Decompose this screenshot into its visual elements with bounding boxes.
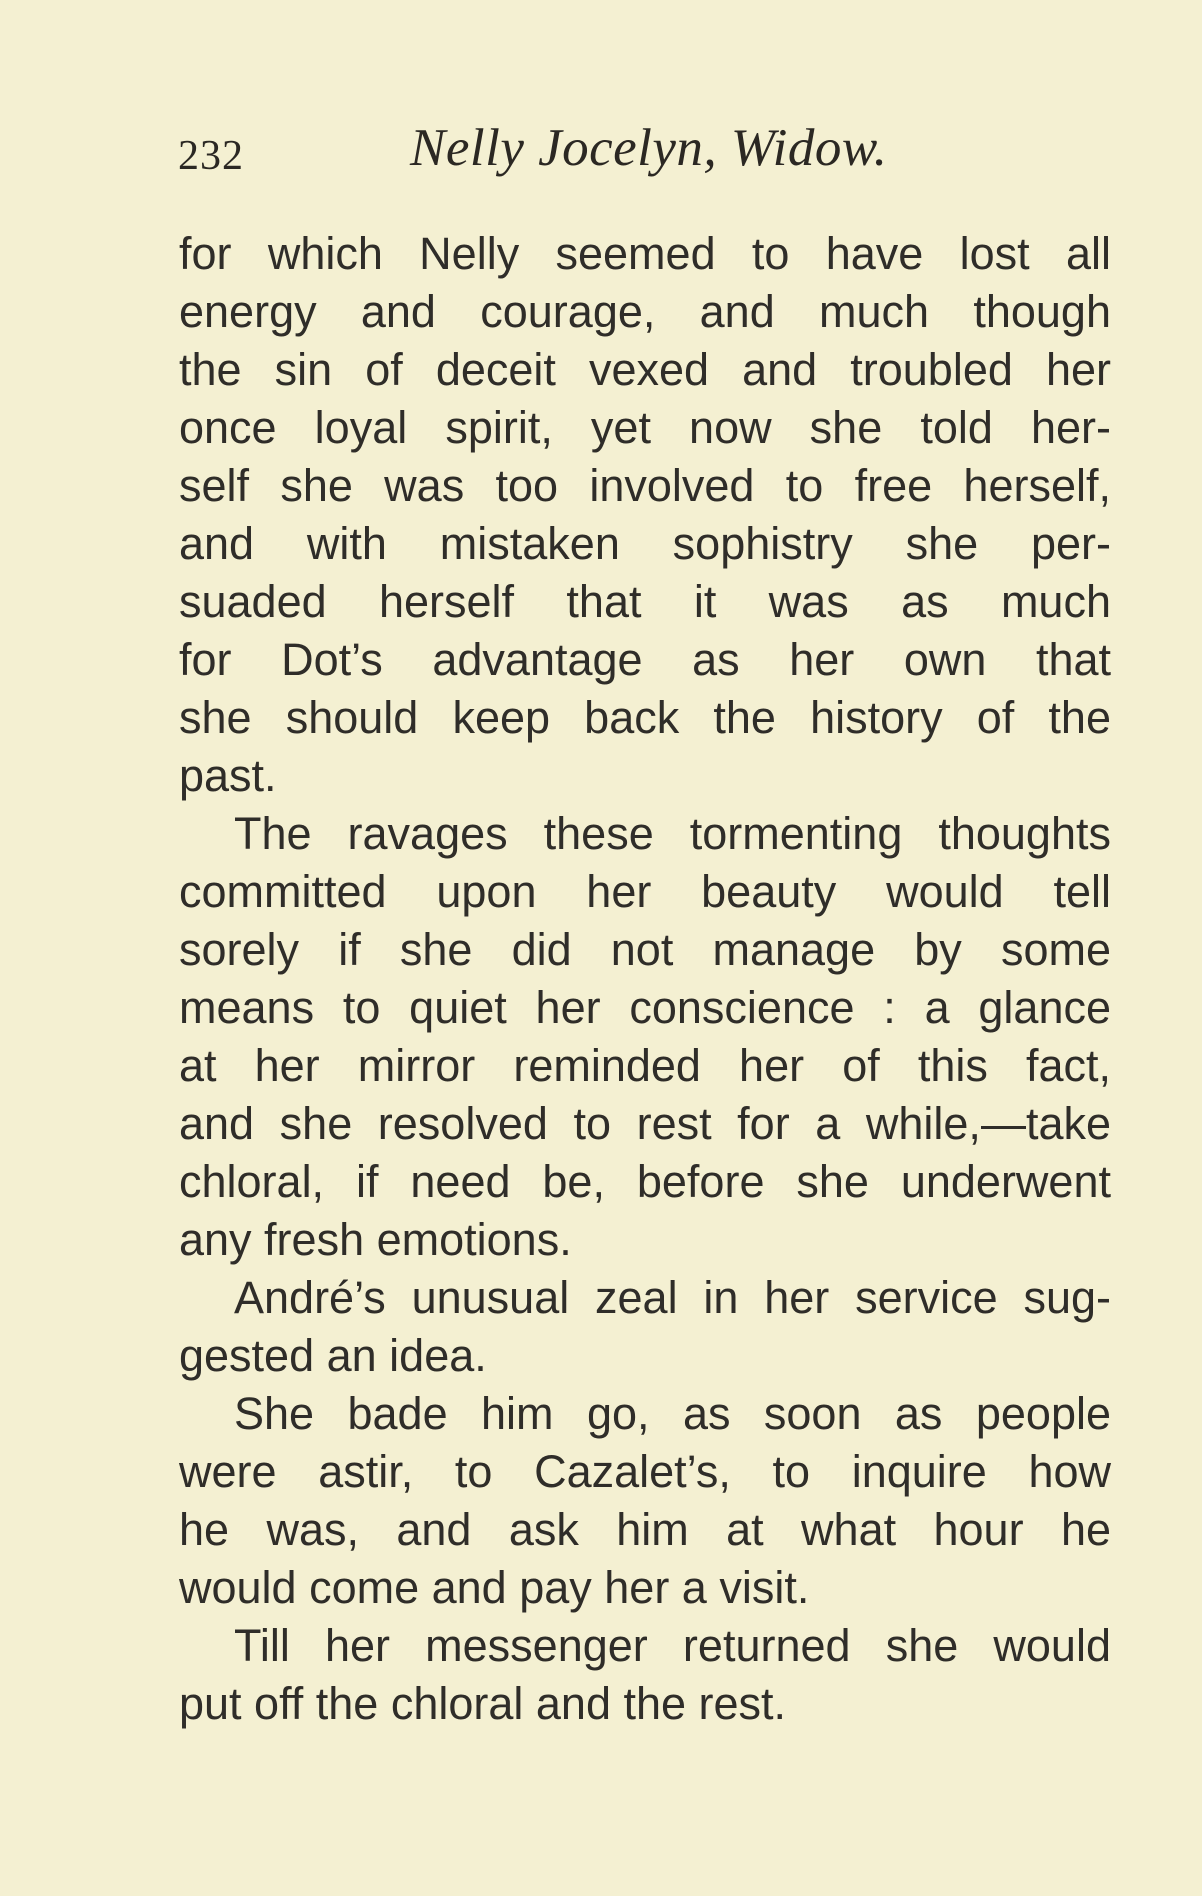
text-line: and she resolved to rest for a while,—take [179,1098,1111,1149]
text-line: and with mistaken sophistry she per- [179,518,1111,569]
text-line: suaded herself that it was as much [179,576,1111,627]
text-line: gested an idea. [179,1330,487,1381]
text-line: energy and courage, and much though [179,286,1111,337]
paragraph-start-line: André’s unusual zeal in her service sug- [234,1272,1111,1323]
text-line: self she was too involved to free herself, [179,460,1111,511]
text-line: for which Nelly seemed to have lost all [179,228,1111,279]
body-text [179,225,1111,1733]
text-line: means to quiet her conscience : a glance [179,982,1111,1033]
text-line: were astir, to Cazalet’s, to inquire how [179,1446,1111,1497]
text-line: for Dot’s advantage as her own that [179,634,1111,685]
text-line: past. [179,750,277,801]
running-title: Nelly Jocelyn, Widow. [410,119,888,177]
paragraph-start-line: Till her messenger returned she would [234,1620,1111,1671]
paragraph-start-line: She bade him go, as soon as people [234,1388,1111,1439]
text-line: put off the chloral and the rest. [179,1678,787,1729]
running-head [178,118,938,188]
text-line: sorely if she did not manage by some [179,924,1111,975]
text-line: she should keep back the history of the [179,692,1111,743]
page-number: 232 [178,133,244,179]
text-line: he was, and ask him at what hour he [179,1504,1111,1555]
text-line: would come and pay her a visit. [179,1562,810,1613]
text-line: any fresh emotions. [179,1214,572,1265]
text-line: the sin of deceit vexed and troubled her [179,344,1111,395]
text-line: once loyal spirit, yet now she told her- [179,402,1111,453]
paragraph-start-line: The ravages these tormenting thoughts [234,808,1111,859]
text-line: at her mirror reminded her of this fact, [179,1040,1111,1091]
text-line: chloral, if need be, before she underwent [179,1156,1111,1207]
text-line: committed upon her beauty would tell [179,866,1111,917]
